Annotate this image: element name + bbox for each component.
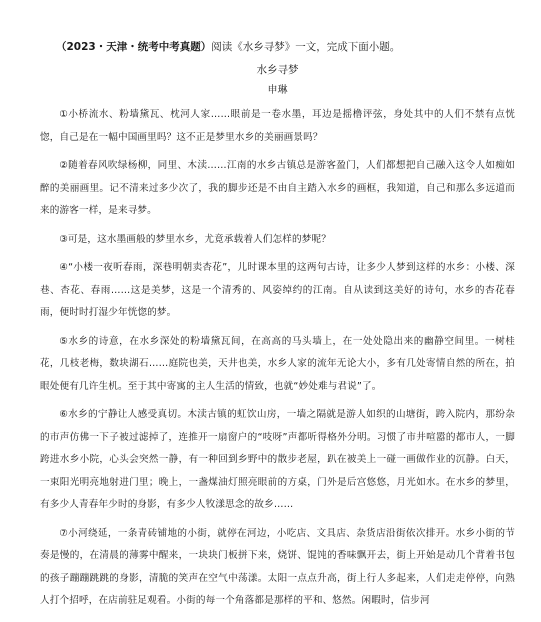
paragraph-6: ⑥水乡的宁静让人感受真切。木渎古镇的虹饮山房，一墙之隔就是游人如织的山塘街，跨入院内，那纷杂的市声仿佛一下子被过滤掉了，连推开一扇窗户的“吱呀”声都听得格外分明。习惯了市井喧嚣的都市人，一脚跨进水乡小院，心头会突然一静，有一种回到乡野中的散步老屋，趴在被美上一碰一画做作业的沉静。白天，一束阳光明亮地射进门里；晚上，一盏煤油灯照亮眼前的方桌，门外是后宫悠悠，月光如水。在水乡的梦里，有多少人青春年少时的身影，有多少人牧漾思念的故乡……: [40, 409, 515, 510]
paragraph-2: ②随着春风吹绿杨柳，同里、木渎……江南的水乡古镇总是游客盈门，人们都想把自己融入这令人如痴如醉的美丽画里。记不清来过多少次了，我的脚步还是不由自主踏入水乡的画框，我知道，自己和那么多远道而来的游客一样，是来寻梦。: [40, 160, 515, 216]
question-source: （2023・天津・统考中考真题）: [56, 41, 212, 53]
paragraph-3: ③可是，这水墨画般的梦里水乡，尤竟承载着人们怎样的梦呢？: [59, 233, 332, 245]
question-instruction: 阅读《水乡寻梦》一文，完成下面小题。: [211, 41, 401, 53]
paragraph-5: ⑤水乡的诗意，在水乡深处的粉墙黛瓦间，在高高的马头墙上，在一处处隐出来的幽静空间里。一树桂花，几枝老梅，数块湖石……庭院也美，天井也美，水乡人家的流年无论大小，多有几处寄情自然的所在，拍眼处便有几许生机。至于其中寄寓的主人生活的情致，也就“妙处难与君说”了。: [40, 335, 515, 392]
article-title: 水乡寻梦: [256, 64, 299, 76]
paragraph-1: ①小桥流水、粉墙黛瓦、枕河人家……眼前是一卷水墨，耳边是摇橹评弦，身处其中的人们不禁有点恍惚，自己是在一幅中国画里吗？这不正是梦里水乡的美丽画景吗？: [40, 109, 515, 143]
question-intro: [56, 38, 515, 57]
paragraph-4: ④“小楼一夜听春雨，深巷明朝卖杏花”，儿时课本里的这两句古诗，让多少人梦到这样的水乡：小楼、深巷、杏花、春雨……这是美梦，这是一个清秀的、风姿绰约的江南。自从读到这美好的诗句，水乡的杏花春雨，便时时打湿少年恍惚的梦。: [40, 262, 515, 318]
paragraph-7: ⑦小河绕延，一条青砖铺地的小街，就停在河边，小吃店、文具店、杂货店沿街依次排开。水乡小街的节奏是慢的，在清晨的薄雾中醒来，一块块门板拼下来，烧饼、馄饨的香味飘开去，街上开始是动几个背着书包的孩子蹦蹦跳跳的身影，清脆的笑声在空气中荡漾。太阳一点点升高，街上行人多起来，人们走走停停，向熟人打个招呼，在店前驻足观看。小街的每一个角落都是那样的平和、悠然。闲暇时，信步河: [40, 527, 515, 606]
article-author: 申琳: [267, 85, 288, 96]
